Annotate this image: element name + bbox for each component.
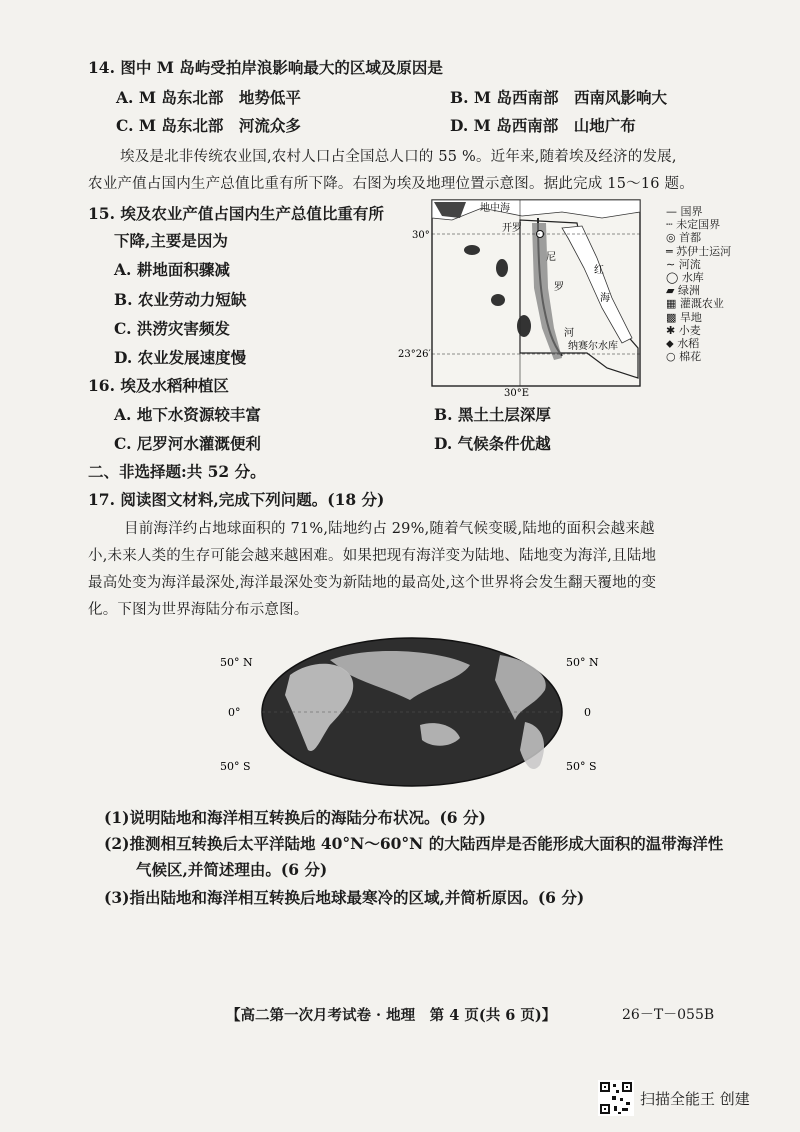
- map-legend: [666, 205, 731, 363]
- nile-label-3: 河: [564, 328, 574, 339]
- red-sea-label-2: 海: [600, 293, 610, 304]
- oasis-mark: [496, 259, 508, 277]
- q16-option-b: B. 黑土土层深厚: [434, 405, 551, 424]
- q17-para-3: 最高处变为海洋最深处,海洋最深处变为新陆地的最高处,这个世界将会发生翻天覆地的变: [88, 575, 657, 591]
- oasis-mark: [491, 294, 505, 306]
- egypt-location-map: [398, 198, 672, 399]
- q16-option-d: D. 气候条件优越: [434, 434, 551, 453]
- q16-option-a: A. 地下水资源较丰富: [114, 405, 261, 424]
- red-sea-label-1: 红: [594, 265, 604, 276]
- q14-option-d: D. M 岛西南部 山地广布: [450, 116, 636, 135]
- oasis-mark: [464, 245, 480, 255]
- legend-item-capital: ◎ 首都: [666, 231, 702, 245]
- legend-item-border: — 国界: [666, 205, 703, 218]
- legend-item-river: ∼ 河流: [666, 257, 701, 271]
- q15-stem-1: 15. 埃及农业产值占国内生产总值比重有所: [88, 204, 384, 223]
- oasis-mark: [517, 315, 531, 337]
- paper-code: 26－T－055B: [622, 1007, 715, 1023]
- q17-sub-2b: 气候区,并简述理由。(6 分): [136, 860, 328, 879]
- lon-30e-label: 30°E: [504, 388, 530, 399]
- legend-item-cotton: ○ 棉花: [666, 350, 702, 364]
- q15-stem-2: 下降,主要是因为: [114, 231, 228, 250]
- mediterranean-label: 地中海: [480, 203, 510, 214]
- lat-0-left: 0°: [228, 706, 241, 719]
- lat-50n-right: 50° N: [566, 656, 599, 669]
- q15-option-b: B. 农业劳动力短缺: [114, 290, 247, 309]
- intro-line-1: 埃及是北非传统农业国,农村人口占全国总人口的 55 %。近年来,随着埃及经济的发展,: [120, 149, 677, 165]
- world-land-sea-map: [220, 630, 610, 790]
- section-2-heading: 二、非选择题:共 52 分。: [88, 462, 266, 481]
- q17-sub-2a: (2)推测相互转换后太平洋陆地 40°N～60°N 的大陆西岸是否能形成大面积的温带海洋性: [104, 834, 724, 853]
- q17-para-1: 目前海洋约占地球面积的 71%,陆地约占 29%,随着气候变暖,陆地的面积会越来越: [124, 521, 655, 537]
- legend-item-oasis: ▰ 绿洲: [666, 284, 700, 298]
- legend-item-undetermined-border: ┄ 未定国界: [666, 218, 721, 232]
- nile-label-1: 尼: [546, 252, 556, 263]
- q16-option-c: C. 尼罗河水灌溉便利: [114, 434, 261, 453]
- legend-item-wheat: ✱ 小麦: [666, 323, 701, 337]
- q14-option-c: C. M 岛东北部 河流众多: [116, 116, 301, 135]
- lat-0-right: 0: [584, 706, 591, 719]
- q15-option-d: D. 农业发展速度慢: [114, 348, 247, 367]
- qr-code-icon: [598, 1080, 634, 1116]
- q15-option-a: A. 耕地面积骤减: [114, 260, 230, 279]
- q17-para-4: 化。下图为世界海陆分布示意图。: [88, 602, 309, 618]
- legend-item-irrigated: ▦ 灌溉农业: [666, 297, 724, 311]
- lat-2326-label: 23°26′: [398, 349, 431, 360]
- q14-option-b: B. M 岛西南部 西南风影响大: [450, 88, 667, 107]
- legend-item-dryland: ▩ 旱地: [666, 310, 702, 324]
- q14-option-a: A. M 岛东北部 地势低平: [116, 88, 301, 107]
- lat-30-label: 30°: [412, 230, 430, 241]
- q17-stem: 17. 阅读图文材料,完成下列问题。(18 分): [88, 490, 385, 509]
- nile-label-2: 罗: [554, 282, 564, 293]
- q17-sub-1: (1)说明陆地和海洋相互转换后的海陆分布状况。(6 分): [104, 808, 486, 827]
- intro-line-2: 农业产值占国内生产总值比重有所下降。右图为埃及地理位置示意图。据此完成 15～16 题。: [88, 176, 694, 192]
- legend-item-rice: ⬥ 水稻: [666, 337, 700, 351]
- legend-item-suez-canal: ═ 苏伊士运河: [666, 244, 732, 258]
- q15-option-c: C. 洪涝灾害频发: [114, 319, 230, 338]
- lat-50n-left: 50° N: [220, 656, 253, 669]
- q17-para-2: 小,未来人类的生存可能会越来越困难。如果把现有海洋变为陆地、陆地变为海洋,且陆地: [88, 548, 657, 564]
- q17-sub-3: (3)指出陆地和海洋相互转换后地球最寒冷的区域,并简析原因。(6 分): [104, 888, 585, 907]
- q16-stem: 16. 埃及水稻种植区: [88, 376, 229, 395]
- lat-50s-right: 50° S: [566, 760, 597, 773]
- page-footer-title: 【高二第一次月考试卷 · 地理 第 4 页(共 6 页)】: [226, 1007, 557, 1024]
- reservoir-label: 纳赛尔水库: [568, 341, 618, 352]
- cairo-label: 开罗: [502, 223, 522, 234]
- legend-item-reservoir: ◯ 水库: [666, 271, 704, 285]
- scanner-watermark: 扫描全能王 创建: [640, 1090, 750, 1108]
- q14-stem: 14. 图中 M 岛屿受拍岸浪影响最大的区域及原因是: [88, 58, 443, 77]
- lat-50s-left: 50° S: [220, 760, 251, 773]
